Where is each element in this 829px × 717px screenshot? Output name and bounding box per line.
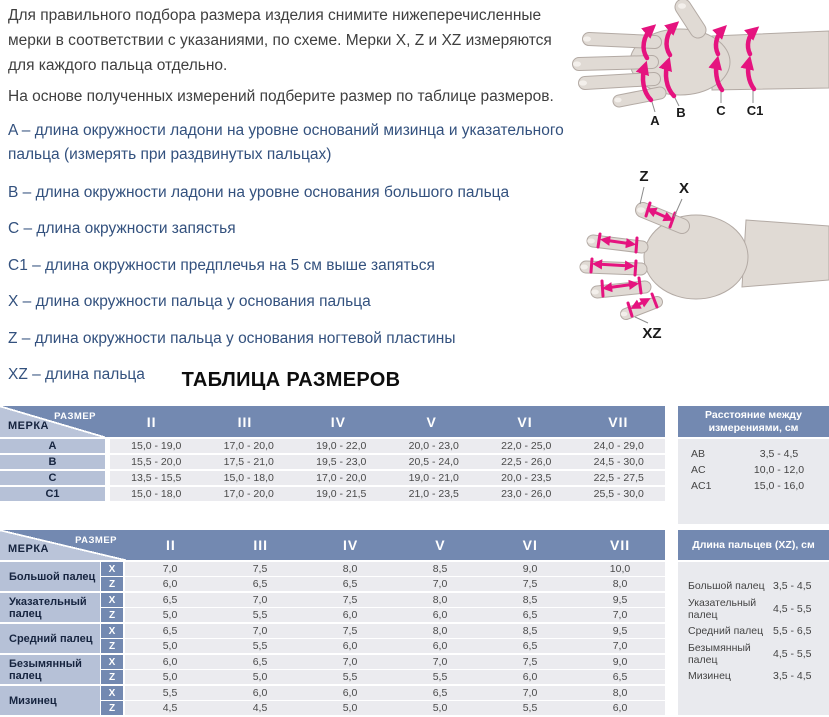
table-cell: 5,0 [432, 702, 448, 714]
table-cell: 7,0 [252, 625, 268, 637]
table-cell: 6,5 [522, 640, 538, 652]
table-cell: 6,0 [522, 671, 538, 683]
size-column-header: IV [330, 413, 346, 430]
table-cell: 13,5 - 15,5 [131, 472, 182, 484]
panel-row [678, 478, 829, 494]
row-values-strip [125, 624, 665, 638]
table-cell: 20,0 - 23,0 [408, 440, 459, 452]
distance-panel-body [678, 439, 829, 524]
panel-row-label: AC1 [691, 480, 712, 492]
row-values [110, 455, 665, 469]
size-table-title: ТАБЛИЦА РАЗМЕРОВ [181, 369, 401, 391]
row-label: Безымянный палец [0, 655, 100, 684]
table-cell: 24,0 - 29,0 [593, 440, 644, 452]
table-cell: 7,0 [252, 594, 268, 606]
panel-row-value: 3,5 - 4,5 [773, 580, 812, 593]
table-cell: 5,5 [342, 671, 358, 683]
table-cell: 6,5 [342, 578, 358, 590]
row-label: C [0, 471, 105, 485]
panel-row [678, 462, 829, 478]
table-cell: 6,5 [522, 609, 538, 621]
row-values-strip [125, 686, 665, 700]
table-cell: 19,0 - 21,0 [408, 472, 459, 484]
x-chip: X [101, 624, 123, 638]
panel-row-value: 4,5 - 5,5 [773, 647, 812, 660]
table-cell: 8,0 [432, 625, 448, 637]
table-cell: 6,5 [252, 656, 268, 668]
panel-row-value: 10,0 - 12,0 [753, 464, 805, 476]
diagram-label-z: Z [639, 168, 649, 185]
size-column-header: VII [609, 537, 631, 553]
table-cell: 4,5 [252, 702, 268, 714]
row-label: B [0, 455, 105, 469]
size-table-fingers-header [0, 530, 665, 560]
table-cell: 8,5 [432, 563, 448, 575]
table-cell: 22,5 - 26,0 [501, 456, 552, 468]
panel-row-label: Средний палец [688, 625, 764, 638]
table-cell: 7,5 [342, 594, 358, 606]
z-chip: Z [101, 577, 123, 591]
panel-row-label: Мизинец [688, 670, 731, 683]
diagram-label-a: A [650, 113, 660, 128]
row-label: Средний палец [0, 624, 100, 653]
table-cell: 8,5 [522, 594, 538, 606]
measure-definition-c: C – длина окружности запястья [8, 220, 236, 237]
xz-chips [101, 593, 123, 622]
table-cell: 6,0 [162, 656, 178, 668]
table-row-group [0, 562, 665, 591]
table-cell: 8,0 [432, 594, 448, 606]
hand-illustration [580, 207, 829, 316]
corner-merka-label: МЕРКА [8, 543, 49, 555]
xz-chips [101, 686, 123, 715]
table-cell: 15,0 - 18,0 [131, 488, 182, 500]
table-cell: 6,0 [342, 640, 358, 652]
size-column-header: VII [608, 413, 629, 430]
table-cell: 5,5 [432, 671, 448, 683]
row-label: Большой палец [0, 562, 100, 591]
z-chip: Z [101, 701, 123, 715]
table-cell: 8,0 [342, 563, 358, 575]
table-cell: 6,0 [432, 640, 448, 652]
diagram-label-c: C [716, 103, 726, 118]
row-label: A [0, 439, 105, 453]
panel-row [678, 575, 829, 598]
panel-row [678, 598, 829, 621]
table-cell: 5,0 [252, 671, 268, 683]
measure-definition-z: Z – длина окружности пальца у основания ногтевой пластины [8, 330, 456, 347]
size-column-header: II [146, 413, 157, 430]
panel-row-label: Большой палец [688, 580, 765, 593]
panel-row [678, 620, 829, 643]
row-values-strip [125, 670, 665, 684]
table-cell: 7,0 [162, 563, 178, 575]
table-cell: 9,5 [612, 594, 628, 606]
row-values [125, 624, 665, 653]
size-table-main-header [0, 406, 665, 437]
table-cell: 7,5 [252, 563, 268, 575]
panel-row-label: Безымянный палец [688, 641, 751, 666]
row-values-strip [125, 655, 665, 669]
size-column-header: III [237, 413, 253, 430]
row-values-strip [125, 562, 665, 576]
table-cell: 6,0 [162, 578, 178, 590]
row-values [110, 439, 665, 453]
measure-definition-c1: C1 – длина окружности предплечья на 5 см выше запяться [8, 257, 435, 274]
table-cell: 5,0 [162, 609, 178, 621]
table-cell: 7,0 [522, 687, 538, 699]
row-values-strip [125, 639, 665, 653]
xz-chips [101, 624, 123, 653]
table-cell: 9,0 [612, 656, 628, 668]
intro-paragraph-2: На основе полученных измерений подберите размер по таблице размеров. [8, 88, 554, 105]
size-column-header: VI [522, 537, 538, 553]
size-column-header: III [253, 537, 269, 553]
table-cell: 9,5 [612, 625, 628, 637]
finger-length-panel-title: Длина пальцев (XZ), см [678, 530, 829, 560]
diagram-label-c1: C1 [746, 103, 764, 118]
x-chip: X [101, 562, 123, 576]
panel-row-label: AB [691, 448, 706, 460]
table-cell: 6,0 [432, 609, 448, 621]
table-cell: 10,0 [609, 563, 631, 575]
row-values [125, 686, 665, 715]
row-values-strip [125, 577, 665, 591]
size-table-main-body [0, 439, 665, 501]
table-row [0, 455, 665, 469]
xz-chips [101, 655, 123, 684]
row-values [125, 562, 665, 591]
table-cell: 15,0 - 18,0 [223, 472, 274, 484]
diagram-label-xz: XZ [642, 325, 662, 342]
diagram-label-x: X [678, 180, 690, 197]
table-cell: 7,5 [342, 625, 358, 637]
row-values [110, 471, 665, 485]
table-cell: 17,0 - 20,0 [223, 488, 274, 500]
table-cell: 7,0 [342, 656, 358, 668]
measure-definition-a: A – длина окружности ладони на уровне оснований мизинца и указательного пальца (измерять при раздвинутых пальцах) [8, 122, 564, 163]
table-cell: 7,0 [432, 578, 448, 590]
table-cell: 6,5 [252, 578, 268, 590]
table-cell: 23,0 - 26,0 [501, 488, 552, 500]
corner-cell [0, 530, 126, 560]
table-cell: 5,0 [342, 702, 358, 714]
table-row-group [0, 593, 665, 622]
table-cell: 7,5 [522, 578, 538, 590]
table-cell: 4,5 [162, 702, 178, 714]
panel-row-value: 15,0 - 16,0 [753, 480, 805, 492]
table-cell: 5,5 [522, 702, 538, 714]
table-cell: 6,5 [162, 625, 178, 637]
row-values-strip [125, 608, 665, 622]
table-row-group [0, 624, 665, 653]
z-chip: Z [101, 639, 123, 653]
size-column-header: V [426, 413, 437, 430]
xz-chips [101, 562, 123, 591]
row-values [110, 487, 665, 501]
table-cell: 8,0 [612, 687, 628, 699]
table-cell: 22,5 - 27,5 [593, 472, 644, 484]
table-cell: 19,0 - 21,5 [316, 488, 367, 500]
finger-length-panel-body [678, 562, 829, 715]
measure-definition-xz: XZ – длина пальца [8, 366, 145, 383]
panel-row-label: Указательный палец [688, 596, 757, 621]
panel-row [678, 643, 829, 666]
table-cell: 19,0 - 22,0 [316, 440, 367, 452]
table-cell: 7,0 [612, 609, 628, 621]
table-cell: 24,5 - 30,0 [593, 456, 644, 468]
table-cell: 6,0 [342, 687, 358, 699]
panel-row-value: 5,5 - 6,5 [773, 625, 812, 638]
table-cell: 15,0 - 19,0 [131, 440, 182, 452]
table-cell: 5,5 [162, 687, 178, 699]
table-row-group [0, 655, 665, 684]
corner-size-label: РАЗМЕР [75, 535, 117, 546]
diagram-label-b: B [676, 105, 686, 120]
intro-paragraph-1: Для правильного подбора размера изделия снимите нижеперечисленные мерки в соответствии с указаниями, по схеме. Мерки X, Z и XZ измеряются для каждого пальца отдельно. [8, 7, 552, 74]
table-cell: 17,0 - 20,0 [316, 472, 367, 484]
measure-definition-x: X – длина окружности пальца у основания пальца [8, 293, 371, 310]
hand-diagram-circumference [560, 0, 829, 158]
table-cell: 7,0 [432, 656, 448, 668]
panel-row-value: 3,5 - 4,5 [773, 670, 812, 683]
table-cell: 21,0 - 23,5 [408, 488, 459, 500]
z-chip: Z [101, 608, 123, 622]
size-column-header: VI [517, 413, 533, 430]
table-cell: 5,5 [252, 609, 268, 621]
row-label: C1 [0, 487, 105, 501]
table-cell: 9,0 [522, 563, 538, 575]
size-table-fingers [0, 530, 665, 715]
table-cell: 7,0 [612, 640, 628, 652]
table-cell: 22,0 - 25,0 [501, 440, 552, 452]
table-cell: 8,5 [522, 625, 538, 637]
x-chip: X [101, 593, 123, 607]
finger-length-panel [678, 530, 829, 715]
table-cell: 5,5 [252, 640, 268, 652]
table-cell: 19,5 - 23,0 [316, 456, 367, 468]
table-cell: 6,0 [252, 687, 268, 699]
row-values [125, 655, 665, 684]
table-cell: 6,5 [162, 594, 178, 606]
table-cell: 6,0 [612, 702, 628, 714]
distance-panel [678, 406, 829, 524]
table-cell: 15,5 - 20,0 [131, 456, 182, 468]
measure-definition-b: B – длина окружности ладони на уровне основания большого пальца [8, 184, 510, 201]
x-chip: X [101, 655, 123, 669]
hand-diagram-fingers [560, 160, 829, 350]
panel-row [678, 665, 829, 688]
row-values [125, 593, 665, 622]
panel-row [678, 446, 829, 462]
table-cell: 7,5 [522, 656, 538, 668]
panel-row-label: AC [691, 464, 706, 476]
distance-panel-title: Расстояние между измерениями, см [678, 406, 829, 437]
size-column-header: IV [342, 537, 359, 553]
row-values-strip [125, 701, 665, 715]
size-column-header: V [435, 537, 446, 553]
corner-size-label: РАЗМЕР [54, 411, 96, 422]
table-cell: 6,5 [612, 671, 628, 683]
table-cell: 20,5 - 24,0 [408, 456, 459, 468]
table-cell: 17,0 - 20,0 [223, 440, 274, 452]
x-chip: X [101, 686, 123, 700]
table-cell: 20,0 - 23,5 [501, 472, 552, 484]
panel-row-value: 3,5 - 4,5 [759, 448, 799, 460]
panel-row-value: 4,5 - 5,5 [773, 602, 812, 615]
corner-cell [0, 406, 105, 437]
table-cell: 5,0 [162, 671, 178, 683]
size-table-main [0, 406, 665, 501]
size-column-header: II [166, 537, 176, 553]
table-cell: 25,5 - 30,0 [593, 488, 644, 500]
table-row [0, 439, 665, 453]
table-cell: 17,5 - 21,0 [223, 456, 274, 468]
row-label: Мизинец [0, 686, 100, 715]
table-row-group [0, 686, 665, 715]
table-cell: 8,0 [612, 578, 628, 590]
size-table-fingers-body [0, 562, 665, 715]
z-chip: Z [101, 670, 123, 684]
hand-illustration [573, 3, 829, 102]
row-label: Указательный палец [0, 593, 100, 622]
row-values-strip [125, 593, 665, 607]
table-row [0, 471, 665, 485]
table-cell: 6,5 [432, 687, 448, 699]
table-row [0, 487, 665, 501]
corner-merka-label: МЕРКА [8, 420, 49, 432]
table-cell: 5,0 [162, 640, 178, 652]
table-cell: 6,0 [342, 609, 358, 621]
